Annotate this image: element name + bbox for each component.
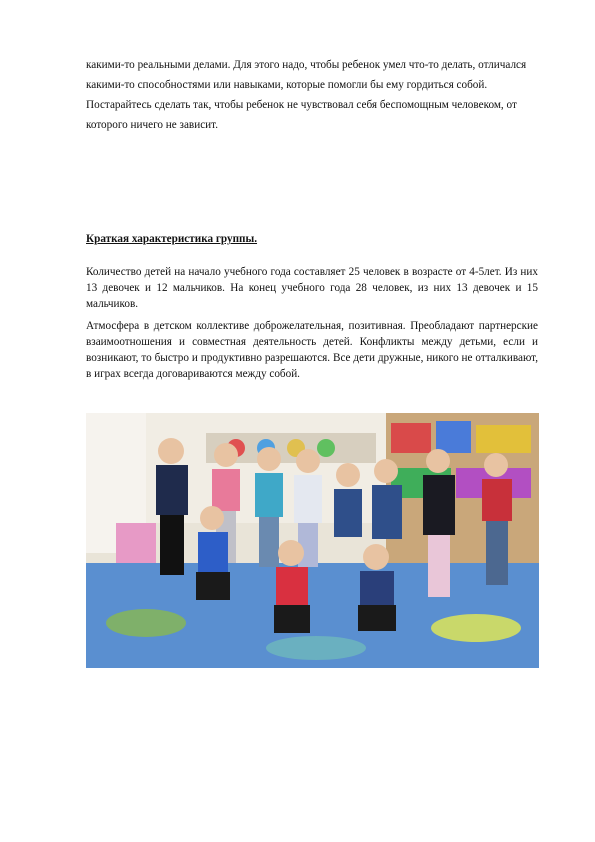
intro-paragraph: какими-то реальными делами. Для этого надо, чтобы ребенок умел что-то делать, отличался какими-то способностями или навыками, которые помогли бы ему гордиться собой. Постарайтесь сделать так, чтобы ребенок не чувствовал себя беспомощным человеком, от которого ничего не зависит. [86,59,527,131]
atmosphere-paragraph: Атмосфера в детском коллективе доброжелательная, позитивная. Преобладают партнерские взаимоотношения и совместная деятельность детей. Конфликты между детьми, если и возникают, то быстро и продуктивно разрешаются. Все дети дружные, никого не отталкивают, в играх всегда договариваются между собой. [86,320,538,380]
group-count-paragraph: Количество детей на начало учебного года составляет 25 человек в возрасте от 4-5лет. Из них 13 девочек и 12 мальчиков. На конец учебного года 28 человек, из них 13 девочек и 15 мальчиков. [86,266,538,310]
group-photo [86,413,539,668]
section-heading: Краткая характеристика группы. [86,233,258,245]
